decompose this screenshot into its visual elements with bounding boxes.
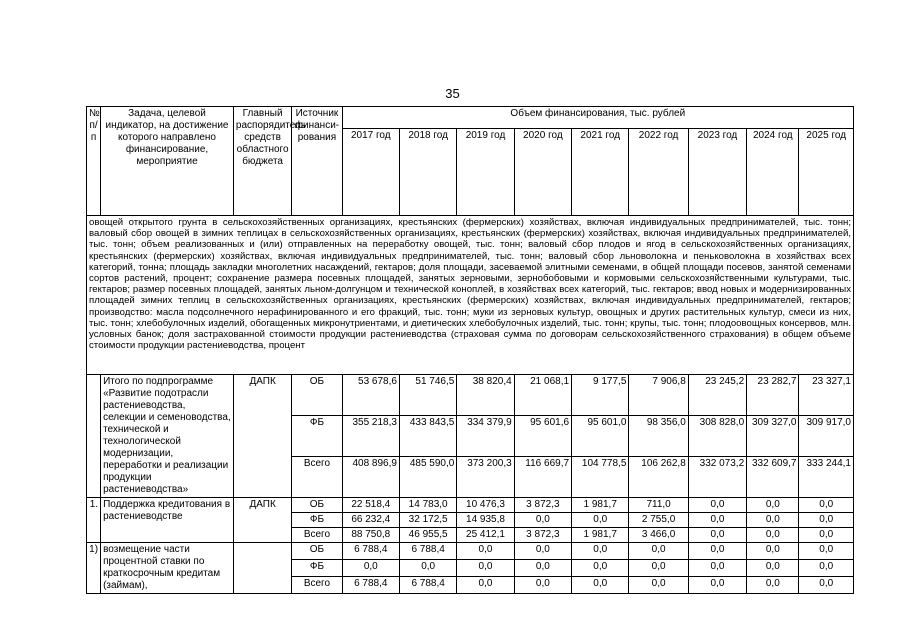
value-cell: 408 896,9 [342, 457, 399, 498]
value-cell: 308 828,0 [688, 416, 746, 457]
source-cell: ОБ [292, 375, 342, 416]
value-cell: 6 788,4 [399, 543, 456, 560]
source-cell: Всего [292, 528, 342, 543]
value-cell: 0,0 [688, 513, 746, 528]
value-cell: 1 981,7 [572, 528, 629, 543]
value-cell: 95 601,6 [514, 416, 571, 457]
value-cell: 32 172,5 [399, 513, 456, 528]
value-cell: 10 476,3 [457, 498, 514, 513]
value-cell: 66 232,4 [342, 513, 399, 528]
value-cell: 0,0 [799, 498, 854, 513]
manager-cell [233, 543, 291, 594]
value-cell: 309 327,0 [747, 416, 799, 457]
value-cell: 0,0 [457, 577, 514, 594]
value-cell: 0,0 [799, 528, 854, 543]
value-cell: 0,0 [342, 560, 399, 577]
source-cell: ФБ [292, 416, 342, 457]
value-cell: 0,0 [629, 560, 688, 577]
value-cell: 0,0 [572, 543, 629, 560]
value-cell: 0,0 [629, 577, 688, 594]
value-cell: 3 466,0 [629, 528, 688, 543]
value-cell: 46 955,5 [399, 528, 456, 543]
value-cell: 104 778,5 [572, 457, 629, 498]
value-cell: 106 262,8 [629, 457, 688, 498]
value-cell: 0,0 [629, 543, 688, 560]
value-cell: 0,0 [747, 528, 799, 543]
value-cell: 332 609,7 [747, 457, 799, 498]
value-cell: 333 244,1 [799, 457, 854, 498]
value-cell: 0,0 [747, 560, 799, 577]
value-cell: 0,0 [688, 560, 746, 577]
value-cell: 0,0 [457, 543, 514, 560]
value-cell: 0,0 [799, 513, 854, 528]
value-cell: 0,0 [514, 560, 571, 577]
value-cell: 0,0 [799, 543, 854, 560]
indicators-text: овощей открытого грунта в сельскохозяйственных организациях, крестьянских (фермерских) хозяйствах, включая индивидуальных предпринимателей, тыс. тонн; валовый сбор овощей в зимних теплицах в сельскохозяйственных организациях, крестьянских (фермерских) хозяйствах, включая индивидуальных предпринимателей, тыс. тонн; объем реализованных и (или) отправленных на переработку овощей, тыс. тонн; валовый сбор плодов и ягод в сельскохозяйственных организациях, крестьянских (фермерских) хозяйствах, включая индивидуальных предпринимателей, тыс. тонн; валовый сбор льноволокна и пеньковолокна в хозяйствах всех категорий, тонна; площадь закладки многолетних насаждений, гектаров; доля площади, засеваемой элитными семенами, в общей площади посевов, занятой семенами сортов растений, процент; сохранение размера посевных площадей, занятых зерновыми, зернобобовыми и кормовыми сельскохозяйственными культурами, тыс. гектаров; размер посевных площадей, занятых льном-долгунцом и технической коноплей, в хозяйствах всех категорий, тыс. гектаров; ввод новых и модернизированных площадей зимних теплиц в сельскохозяйственных организациях, крестьянских (фермерских) хозяйствах, включая индивидуальных предпринимателей, гектаров; производство: масла подсолнечного нерафинированного и его фракций, тыс. тонн; муки из зерновых культур, овощных и других растительных культур, смеси из них, тыс. тонн; хлебобулочных изделий, обогащенных микронутриентами, и диетических хлебобулочных изделий, тыс. тонн; крупы, тыс. тонн; плодоовощных консервов, млн. условных банок; доля застрахованной стоимости продукции растениеводства (страховая сумма по договорам сельскохозяйственного страхования) в общем объеме стоимости продукции растениеводства, процент [87, 216, 854, 375]
table-row [87, 498, 854, 513]
header-year: 2025 год [799, 129, 854, 216]
header-year: 2024 год [747, 129, 799, 216]
value-cell: 0,0 [457, 560, 514, 577]
value-cell: 2 755,0 [629, 513, 688, 528]
row-number: 1. [87, 498, 101, 543]
source-cell: Всего [292, 457, 342, 498]
value-cell: 0,0 [747, 513, 799, 528]
value-cell: 21 068,1 [514, 375, 571, 416]
value-cell: 0,0 [514, 513, 571, 528]
financing-table [86, 106, 854, 594]
value-cell: 23 327,1 [799, 375, 854, 416]
value-cell: 0,0 [688, 577, 746, 594]
table-row [87, 543, 854, 560]
value-cell: 373 200,3 [457, 457, 514, 498]
value-cell: 116 669,7 [514, 457, 571, 498]
value-cell: 14 783,0 [399, 498, 456, 513]
value-cell: 88 750,8 [342, 528, 399, 543]
source-cell: ОБ [292, 543, 342, 560]
value-cell: 0,0 [747, 543, 799, 560]
row-number: 1) [87, 543, 101, 594]
value-cell: 7 906,8 [629, 375, 688, 416]
value-cell: 0,0 [688, 528, 746, 543]
value-cell: 9 177,5 [572, 375, 629, 416]
value-cell: 0,0 [572, 513, 629, 528]
page-number: 35 [445, 86, 460, 101]
header-year: 2023 год [688, 129, 746, 216]
value-cell: 0,0 [514, 577, 571, 594]
value-cell: 0,0 [572, 560, 629, 577]
task-cell: Итого по подпрограмме «Развитие подотрасли растениеводства, селекции и семеноводства, технической и технологической модернизации, переработки и реализации продукции растениеводства» [101, 375, 234, 498]
manager-cell: ДАПК [233, 375, 291, 498]
manager-cell: ДАПК [233, 498, 291, 543]
value-cell: 6 788,4 [342, 543, 399, 560]
source-cell: ФБ [292, 560, 342, 577]
header-row-1 [87, 107, 854, 129]
task-cell: Поддержка кредитования в растениеводстве [101, 498, 234, 543]
value-cell: 23 245,2 [688, 375, 746, 416]
header-year: 2017 год [342, 129, 399, 216]
header-year: 2018 год [399, 129, 456, 216]
value-cell: 334 379,9 [457, 416, 514, 457]
value-cell: 0,0 [747, 577, 799, 594]
value-cell: 6 788,4 [399, 577, 456, 594]
value-cell: 98 356,0 [629, 416, 688, 457]
value-cell: 433 843,5 [399, 416, 456, 457]
value-cell: 0,0 [688, 543, 746, 560]
value-cell: 332 073,2 [688, 457, 746, 498]
value-cell: 51 746,5 [399, 375, 456, 416]
row-number [87, 375, 101, 498]
value-cell: 6 788,4 [342, 577, 399, 594]
value-cell: 3 872,3 [514, 528, 571, 543]
indicators-row [87, 216, 854, 375]
value-cell: 53 678,6 [342, 375, 399, 416]
value-cell: 0,0 [572, 577, 629, 594]
value-cell: 0,0 [514, 543, 571, 560]
value-cell: 95 601,0 [572, 416, 629, 457]
value-cell: 0,0 [688, 498, 746, 513]
value-cell: 1 981,7 [572, 498, 629, 513]
source-cell: ФБ [292, 513, 342, 528]
header-col-task: Задача, целевой индикатор, на достижение которого направлено финансирование, мероприятие [101, 107, 234, 216]
value-cell: 355 218,3 [342, 416, 399, 457]
value-cell: 3 872,3 [514, 498, 571, 513]
header-col-source: Источник финанси-рования [292, 107, 342, 216]
value-cell: 0,0 [799, 560, 854, 577]
value-cell: 309 917,0 [799, 416, 854, 457]
header-year: 2022 год [629, 129, 688, 216]
value-cell: 25 412,1 [457, 528, 514, 543]
value-cell: 14 935,8 [457, 513, 514, 528]
header-year: 2020 год [514, 129, 571, 216]
value-cell: 485 590,0 [399, 457, 456, 498]
value-cell: 0,0 [399, 560, 456, 577]
value-cell: 23 282,7 [747, 375, 799, 416]
value-cell: 0,0 [799, 577, 854, 594]
header-year: 2021 год [572, 129, 629, 216]
header-col-manager: Главный распорядитель средств областного бюджета [233, 107, 291, 216]
header-funding-group: Объем финансирования, тыс. рублей [342, 107, 853, 129]
header-year: 2019 год [457, 129, 514, 216]
value-cell: 22 518,4 [342, 498, 399, 513]
value-cell: 711,0 [629, 498, 688, 513]
source-cell: ОБ [292, 498, 342, 513]
header-col-num: № п/п [87, 107, 101, 216]
task-cell: возмещение части процентной ставки по краткосрочным кредитам (займам), [101, 543, 234, 594]
table-row [87, 375, 854, 416]
value-cell: 38 820,4 [457, 375, 514, 416]
source-cell: Всего [292, 577, 342, 594]
value-cell: 0,0 [747, 498, 799, 513]
